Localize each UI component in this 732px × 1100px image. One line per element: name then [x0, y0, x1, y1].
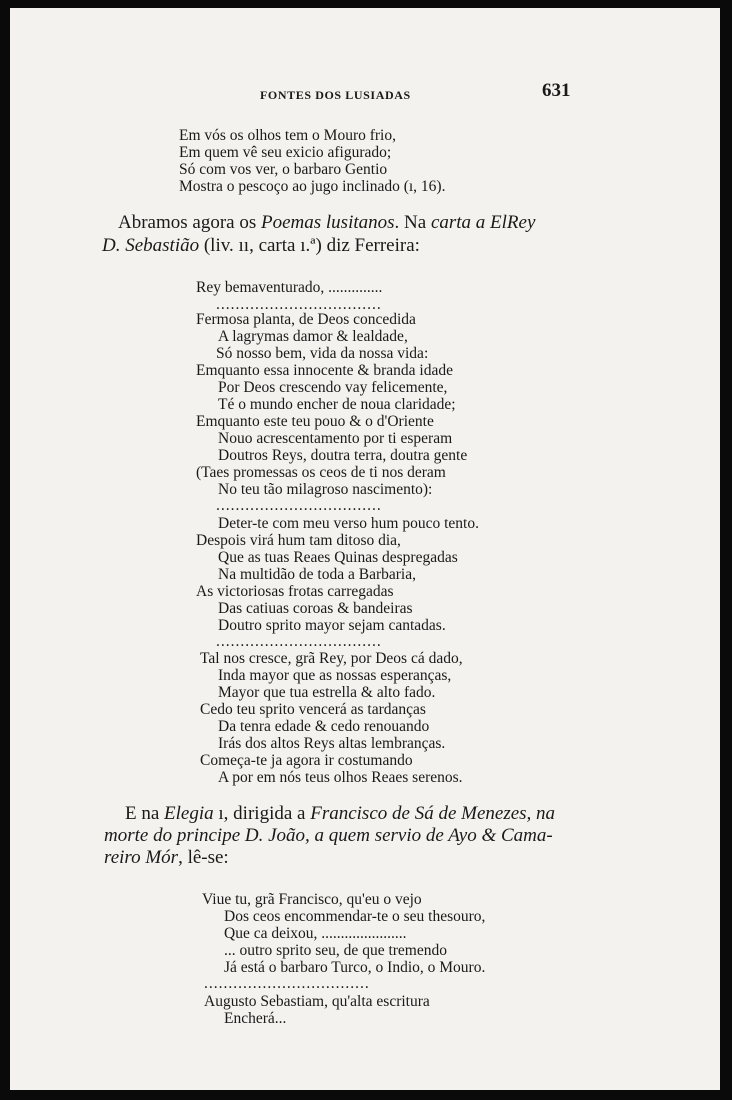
paragraph-text: E na [125, 803, 165, 824]
dedicatee-line: reiro Mór [104, 847, 179, 868]
paragraph-1-line-1 [118, 212, 535, 234]
paragraph-text: (liv. ıı, carta ı.ª) diz Ferreira: [199, 235, 420, 256]
verse-line: Mostra o pescoço ao jugo inclinado (ı, 16). [179, 178, 446, 195]
ellipsis-line: .................................. [216, 497, 382, 514]
king-name: D. Sebastião [102, 235, 200, 256]
verse-line: Encherá... [224, 1010, 287, 1027]
carta-label: carta a ElRey [430, 212, 536, 233]
verse-line: Na multidão de toda a Barbaria, [218, 566, 416, 583]
verse-line: Emquanto este teu pouo & o d'Oriente [196, 413, 434, 430]
verse-line: Tal nos cresce, grã Rey, por Deos cá dado, [200, 650, 463, 667]
verse-line: Rey bemaventurado, .............. [196, 279, 383, 296]
running-title: FONTES DOS LUSIADAS [260, 88, 411, 102]
book-page [10, 8, 720, 1090]
work-title: Poemas lusitanos [261, 212, 395, 233]
verse-line: Inda mayor que as nossas esperanças, [218, 667, 452, 684]
verse-line: Augusto Sebastiam, qu'alta escritura [204, 993, 430, 1010]
verse-line: ... outro sprito seu, de que tremendo [224, 942, 447, 959]
verse-line: Começa-te ja agora ir costumando [200, 752, 413, 769]
verse-line: Por Deos crescendo vay felicemente, [218, 379, 448, 396]
verse-line: A lagrymas damor & lealdade, [218, 328, 408, 345]
paragraph-text: ı, dirigida a [213, 803, 311, 824]
verse-line: Deter-te com meu verso hum pouco tento. [218, 515, 479, 532]
paragraph-2-line-3 [104, 847, 229, 869]
verse-line: Mayor que tua estrella & alto fado. [218, 684, 436, 701]
verse-line: Das catiuas coroas & bandeiras [218, 600, 413, 617]
verse-line: Doutros Reys, doutra terra, doutra gente [218, 447, 468, 464]
verse-line: Té o mundo encher de noua claridade; [218, 396, 456, 413]
paragraph-2-line-2 [104, 825, 553, 847]
verse-line: (Taes promessas os ceos de ti nos deram [196, 464, 446, 481]
verse-line: Cedo teu sprito vencerá as tardanças [200, 701, 426, 718]
ellipsis-line: .................................. [204, 975, 370, 992]
verse-line: Que ca deixou, ...................... [224, 925, 407, 942]
verse-line: Despois virá hum tam ditoso dia, [196, 532, 401, 549]
verse-line: Só nosso bem, vida da nossa vida: [216, 345, 429, 362]
verse-line: Em vós os olhos tem o Mouro frio, [179, 127, 396, 144]
elegia-label: Elegia [164, 803, 214, 824]
verse-line: As victoriosas frotas carregadas [196, 583, 394, 600]
page-number: 631 [542, 80, 571, 101]
verse-line: Dos ceos encommendar-te o seu thesouro, [224, 908, 486, 925]
paragraph-2-line-1 [125, 803, 555, 825]
paragraph-text: . Na [394, 212, 431, 233]
verse-line: Nouo acrescentamento por ti esperam [218, 430, 453, 447]
verse-line: Só com vos ver, o barbaro Gentio [179, 161, 388, 178]
ellipsis-line: .................................. [216, 296, 382, 313]
paragraph-text: , lê-se: [178, 847, 229, 868]
dedicatee-line: Francisco de Sá de Menezes, na [310, 803, 556, 824]
paragraph-text: Abramos agora os [118, 212, 261, 233]
ellipsis-line: .................................. [216, 633, 382, 650]
verse-line: Viue tu, grã Francisco, qu'eu o vejo [202, 891, 422, 908]
verse-line: Emquanto essa innocente & branda idade [196, 362, 453, 379]
paragraph-1-line-2 [102, 235, 420, 257]
verse-line: Da tenra edade & cedo renouando [218, 718, 430, 735]
dedicatee-line: morte do principe D. João, a quem servio de Ayo & Cama- [104, 825, 553, 846]
verse-line: Doutro sprito mayor sejam cantadas. [218, 617, 446, 634]
verse-line: Em quem vê seu exicio afigurado; [179, 144, 392, 161]
verse-line: No teu tão milagroso nascimento): [218, 481, 433, 498]
verse-line: A por em nós teus olhos Reaes serenos. [218, 769, 463, 786]
verse-line: Irás dos altos Reys altas lembranças. [218, 735, 446, 752]
verse-line: Fermosa planta, de Deos concedida [196, 311, 416, 328]
verse-line: Que as tuas Reaes Quinas despregadas [218, 549, 458, 566]
verse-line: Já está o barbaro Turco, o Indio, o Mouro. [224, 959, 486, 976]
